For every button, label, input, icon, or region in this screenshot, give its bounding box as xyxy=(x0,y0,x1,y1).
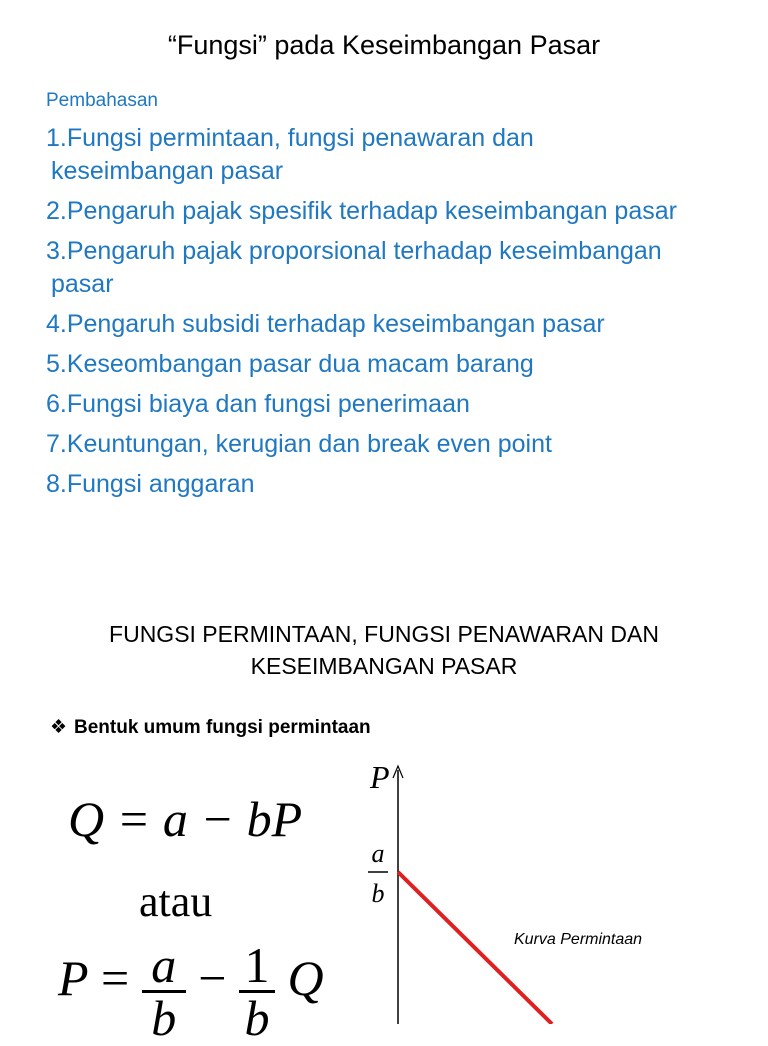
list-item: 4.Pengaruh subsidi terhadap keseimbangan pasar xyxy=(46,310,605,338)
slide-title-line: KESEIMBANGAN PASAR xyxy=(250,653,518,679)
bullet-text: Bentuk umum fungsi permintaan xyxy=(74,717,371,738)
equation-connector: atau xyxy=(139,877,213,926)
fraction-denominator: b xyxy=(244,990,270,1046)
y-axis-label: P xyxy=(370,759,390,795)
list-item-continuation: pasar xyxy=(51,270,114,298)
equation-lhs: P xyxy=(58,950,89,1006)
list-item: 2.Pengaruh pajak spesifik terhadap keseimbangan pasar xyxy=(46,197,677,225)
fraction-denominator: b xyxy=(151,990,177,1046)
fraction-numerator: a xyxy=(151,937,177,993)
slide-title-line: FUNGSI PERMINTAAN, FUNGSI PENAWARAN DAN xyxy=(109,621,659,647)
list-item: 7.Keuntungan, kerugian dan break even point xyxy=(46,430,552,458)
section-label: Pembahasan xyxy=(46,90,158,111)
curve-label: Kurva Permintaan xyxy=(514,931,643,948)
intercept-numerator: a xyxy=(371,839,385,868)
fraction-numerator: 1 xyxy=(244,937,270,993)
equals-sign: = xyxy=(101,950,130,1006)
intercept-denominator: b xyxy=(371,879,385,908)
list-item: 6.Fungsi biaya dan fungsi penerimaan xyxy=(46,390,470,418)
list-item: 1.Fungsi permintaan, fungsi penawaran dan xyxy=(46,124,534,152)
slide-title: “Fungsi” pada Keseimbangan Pasar xyxy=(167,30,601,60)
minus-sign: − xyxy=(198,950,227,1006)
list-item: 8.Fungsi anggaran xyxy=(46,470,255,498)
list-item: 3.Pengaruh pajak proporsional terhadap keseimbangan xyxy=(46,237,662,265)
list-item: 5.Keseombangan pasar dua macam barang xyxy=(46,350,534,378)
list-item-continuation: keseimbangan pasar xyxy=(51,157,284,185)
equation-variable: Q xyxy=(287,950,324,1006)
diamond-bullet-icon: ❖ xyxy=(50,717,68,738)
demand-equation: Q = a − bP xyxy=(68,791,303,847)
demand-curve-line xyxy=(398,872,552,1024)
